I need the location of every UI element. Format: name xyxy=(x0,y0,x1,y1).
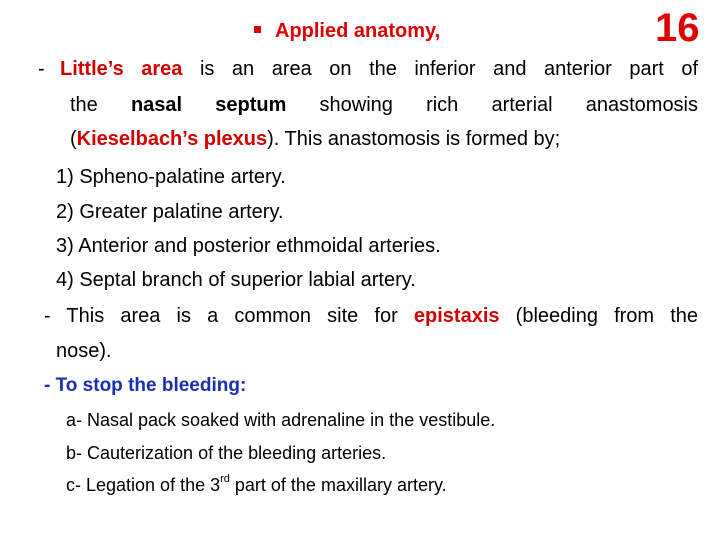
kieselbach-plexus-term: Kieselbach’s plexus xyxy=(76,128,268,150)
artery-item: 4) Septal branch of superior labial artery. xyxy=(56,269,416,291)
artery-item: 1) Spheno-palatine artery. xyxy=(56,166,286,188)
line-2-rest: showing rich arterial anastomosis xyxy=(319,94,699,116)
item-c-post: part of the maxillary artery. xyxy=(229,475,447,495)
epistaxis-line-1 xyxy=(44,304,698,328)
littles-area-line-1 xyxy=(38,57,698,81)
artery-item: 3) Anterior and posterior ethmoidal arteries. xyxy=(56,235,441,257)
stop-bleeding-item: b- Cauterization of the bleeding arteries. xyxy=(66,443,387,463)
section-heading xyxy=(254,20,440,43)
littles-area-line-2 xyxy=(70,93,698,117)
line-2-pre: the xyxy=(70,94,98,116)
epistaxis-line-2: nose). xyxy=(56,340,112,362)
littles-area-line-1-rest: is an area on the inferior and anterior part of xyxy=(199,58,699,80)
item-c-superscript: rd xyxy=(220,473,230,485)
line-3-rest: ). This anastomosis is formed by; xyxy=(267,128,561,150)
littles-area-line-3 xyxy=(70,127,560,151)
section-heading-text: Applied anatomy, xyxy=(275,20,441,42)
stop-bleeding-item: a- Nasal pack soaked with adrenaline in the vestibule. xyxy=(66,410,496,430)
littles-area-term: Little’s area xyxy=(60,58,183,80)
epistaxis-line-1-post: (bleeding from the xyxy=(515,305,699,327)
item-c-pre: c- Legation of the 3 xyxy=(66,475,221,495)
open-paren: ( xyxy=(70,128,77,150)
epistaxis-term: epistaxis xyxy=(413,305,500,327)
epistaxis-line-1-pre: - This area is a common site for xyxy=(44,305,398,327)
square-bullet-icon xyxy=(254,26,261,33)
stop-bleeding-heading: - To stop the bleeding: xyxy=(44,375,247,396)
nasal-septum-term: nasal septum xyxy=(130,94,287,116)
artery-item: 2) Greater palatine artery. xyxy=(56,201,284,223)
page-number: 16 xyxy=(655,6,700,50)
dash: - xyxy=(38,58,45,80)
stop-bleeding-item xyxy=(66,473,447,497)
